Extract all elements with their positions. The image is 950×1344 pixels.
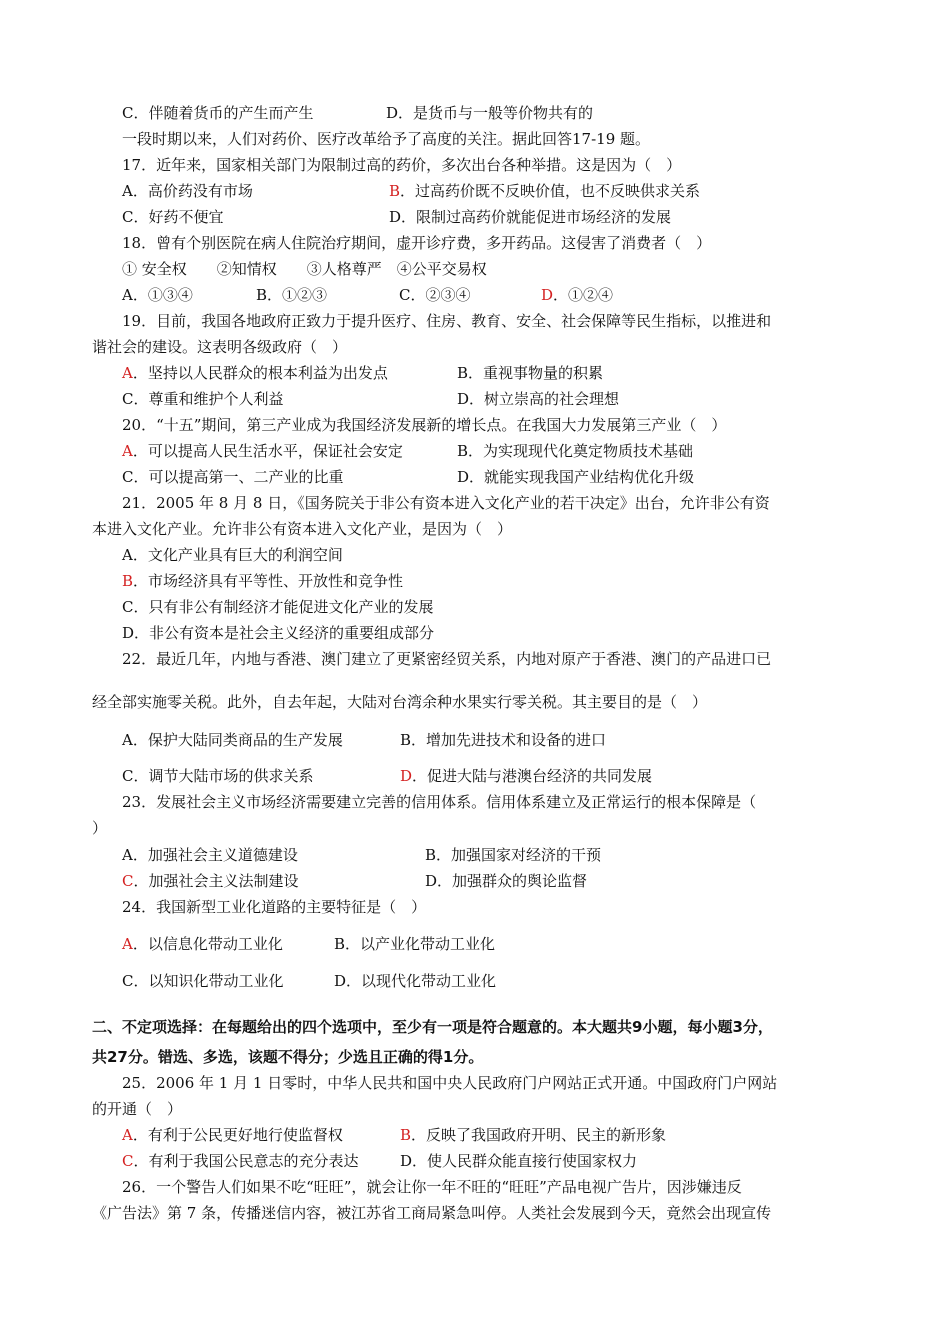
- section-2-heading: 二、不定项选择：在每题给出的四个选项中，至少有一项是符合题意的。本大题共9小题，每小题3分，: [92, 1018, 773, 1036]
- option-22b: B．增加先进技术和设备的进口: [400, 731, 607, 749]
- passage-intro: 一段时期以来，人们对药价、医疗改革给予了高度的关注。据此回答17-19 题。: [122, 130, 651, 148]
- option-22d: D．促进大陆与港澳台经济的共同发展: [400, 767, 653, 785]
- answer-mark: C: [122, 1152, 134, 1170]
- answer-mark: A: [122, 1126, 133, 1144]
- option-25b: B．反映了我国政府开明、民主的新形象: [400, 1126, 667, 1144]
- question-25: 25．2006 年 1 月 1 日零时，中华人民共和国中央人民政府门户网站正式开通。中国政府门户网站: [122, 1074, 778, 1092]
- question-19: 19．目前，我国各地政府正致力于提升医疗、住房、教育、安全、社会保障等民生指标，以推进和: [122, 312, 772, 330]
- question-25-cont: 的开通（ ）: [92, 1100, 183, 1118]
- option-23b: B．加强国家对经济的干预: [425, 846, 602, 864]
- option-17b: B．过高药价既不反映价值，也不反映供求关系: [389, 182, 701, 200]
- option-24d: D．以现代化带动工业化: [334, 972, 497, 990]
- option-16c: C．伴随着货币的产生而产生: [122, 104, 314, 122]
- question-26-cont: 《广告法》第 7 条，传播迷信内容，被江苏省工商局紧急叫停。人类社会发展到今天，竟然会出现宣传: [92, 1204, 772, 1222]
- question-22-cont: 经全部实施零关税。此外，自去年起，大陆对台湾余种水果实行零关税。其主要目的是（ ）: [92, 693, 708, 711]
- option-19d: D．树立崇高的社会理想: [457, 390, 620, 408]
- option-23d: D．加强群众的舆论监督: [425, 872, 588, 890]
- option-22a: A．保护大陆同类商品的生产发展: [122, 731, 343, 749]
- question-19-cont: 谐社会的建设。这表明各级政府（ ）: [92, 338, 348, 356]
- answer-mark: A: [122, 442, 133, 460]
- option-24b: B．以产业化带动工业化: [334, 935, 496, 953]
- option-20b: B．为实现现代化奠定物质技术基础: [457, 442, 694, 460]
- option-21c: C．只有非公有制经济才能促进文化产业的发展: [122, 598, 434, 616]
- question-22: 22．最近几年，内地与香港、澳门建立了更紧密经贸关系，内地对原产于香港、澳门的产品进口已: [122, 650, 772, 668]
- option-19b: B．重视事物量的积累: [457, 364, 604, 382]
- option-25c: C．有利于我国公民意志的充分表达: [122, 1152, 359, 1170]
- option-19c: C．尊重和维护个人利益: [122, 390, 284, 408]
- question-24: 24．我国新型工业化道路的主要特征是（ ）: [122, 898, 427, 916]
- answer-mark: B: [389, 182, 401, 200]
- answer-mark: B: [122, 572, 134, 590]
- question-18-items: ① 安全权 ②知情权 ③人格尊严 ④公平交易权: [122, 260, 487, 278]
- option-18c: C．②③④: [399, 286, 471, 304]
- option-18b: B．①②③: [256, 286, 328, 304]
- answer-mark: A: [122, 364, 133, 382]
- option-23a: A．加强社会主义道德建设: [122, 846, 298, 864]
- question-21-cont: 本进入文化产业。允许非公有资本进入文化产业，是因为（ ）: [92, 520, 513, 538]
- question-20: 20．“十五”期间，第三产业成为我国经济发展新的增长点。在我国大力发展第三产业（ ）: [122, 416, 727, 434]
- option-23c: C．加强社会主义法制建设: [122, 872, 299, 890]
- option-18d: D．①②④: [541, 286, 614, 304]
- question-26: 26．一个警告人们如果不吃“旺旺”，就会让你一年不旺的“旺旺”产品电视广告片，因涉嫌违反: [122, 1178, 742, 1196]
- option-17a: A．高价药没有市场: [122, 182, 253, 200]
- option-25d: D．使人民群众能直接行使国家权力: [400, 1152, 638, 1170]
- option-20a: A．可以提高人民生活水平，保证社会安定: [122, 442, 403, 460]
- answer-mark: D: [541, 286, 554, 304]
- question-17: 17．近年来，国家相关部门为限制过高的药价，多次出台各种举措。这是因为（ ）: [122, 156, 682, 174]
- question-23-cont: ）: [92, 819, 108, 837]
- question-21: 21．2005 年 8 月 8 日，《国务院关于非公有资本进入文化产业的若干决定》出台，允许非公有资: [122, 494, 770, 512]
- answer-mark: D: [400, 767, 413, 785]
- section-2-heading-cont: 共27分。错选、多选，该题不得分；少选且正确的得1分。: [92, 1048, 484, 1066]
- option-24c: C．以知识化带动工业化: [122, 972, 284, 990]
- option-20d: D．就能实现我国产业结构优化升级: [457, 468, 695, 486]
- answer-mark: C: [122, 872, 134, 890]
- option-18a: A．①③④: [122, 286, 193, 304]
- option-24a: A．以信息化带动工业化: [122, 935, 283, 953]
- option-17d: D．限制过高药价就能促进市场经济的发展: [389, 208, 672, 226]
- question-23: 23．发展社会主义市场经济需要建立完善的信用体系。信用体系建立及正常运行的根本保障是（: [122, 793, 757, 811]
- answer-mark: B: [400, 1126, 412, 1144]
- option-21a: A．文化产业具有巨大的利润空间: [122, 546, 343, 564]
- answer-mark: A: [122, 935, 133, 953]
- option-22c: C．调节大陆市场的供求关系: [122, 767, 314, 785]
- option-19a: A．坚持以人民群众的根本利益为出发点: [122, 364, 388, 382]
- option-20c: C．可以提高第一、二产业的比重: [122, 468, 344, 486]
- question-18: 18．曾有个别医院在病人住院治疗期间，虚开诊疗费，多开药品。这侵害了消费者（ ）: [122, 234, 712, 252]
- option-21b: B．市场经济具有平等性、开放性和竞争性: [122, 572, 404, 590]
- option-17c: C．好药不便宜: [122, 208, 224, 226]
- option-25a: A．有利于公民更好地行使监督权: [122, 1126, 343, 1144]
- option-21d: D．非公有资本是社会主义经济的重要组成部分: [122, 624, 435, 642]
- option-16d: D．是货币与一般等价物共有的: [386, 104, 594, 122]
